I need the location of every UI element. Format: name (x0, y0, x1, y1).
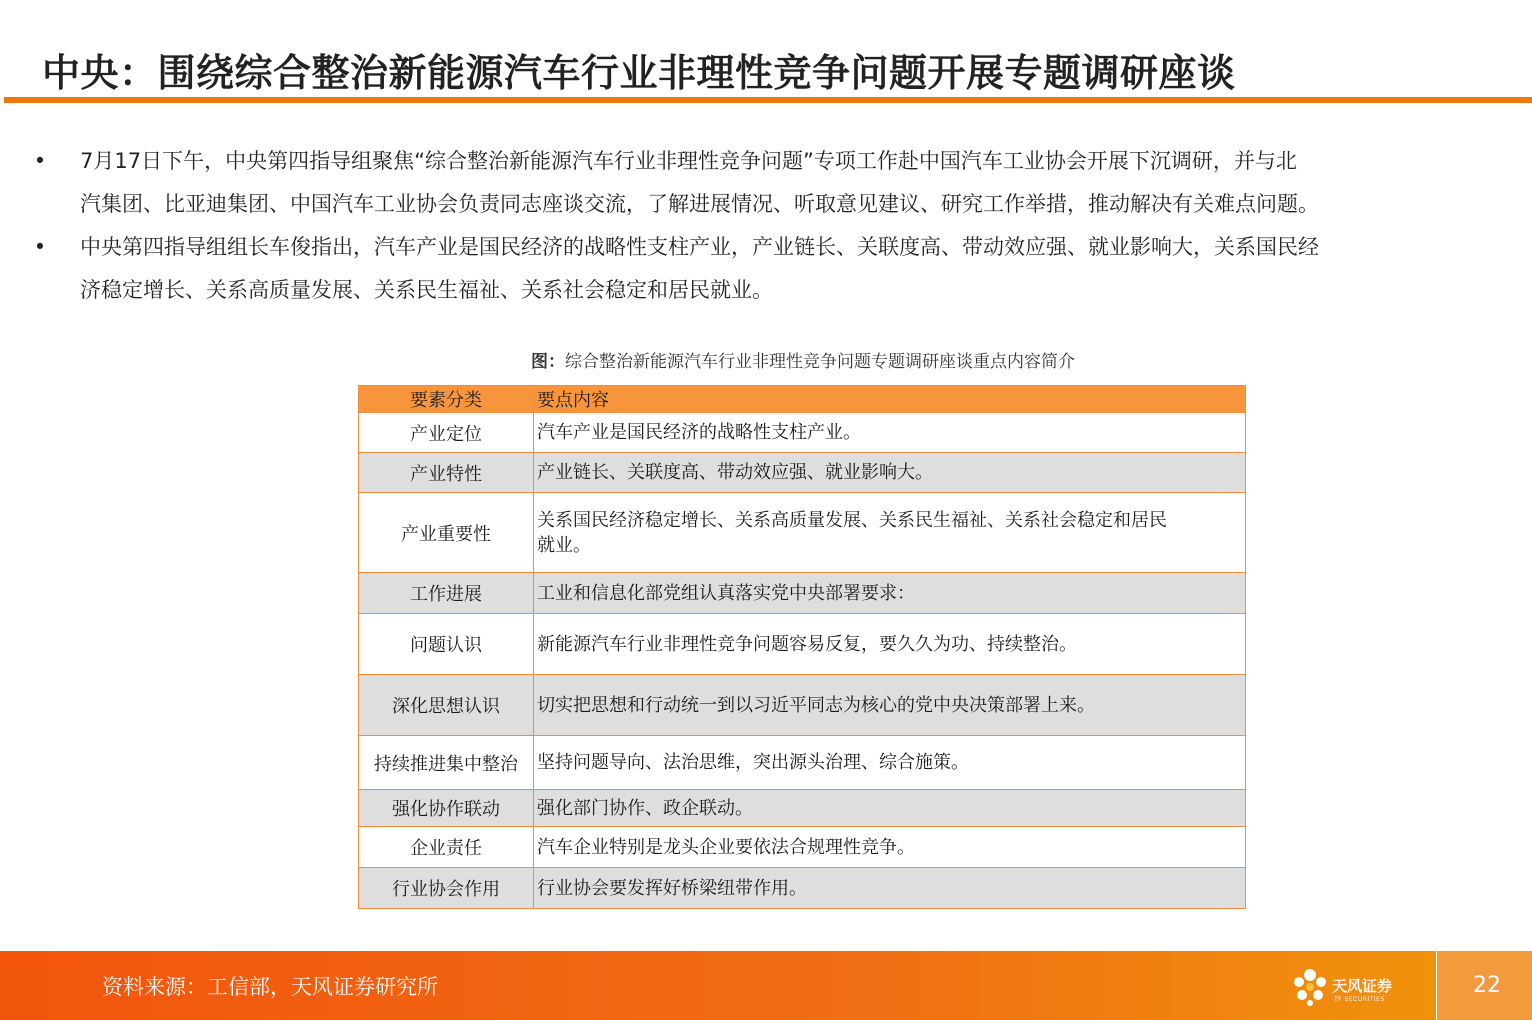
row-content-line: 切实把思想和行动统一到以习近平同志为核心的党中央决策部署上来。 (537, 694, 1095, 716)
header-content: 要点内容 (534, 386, 1246, 413)
row-category: 产业定位 (359, 413, 534, 453)
row-content-line: 关系国民经济稳定增长、关系高质量发展、关系民生福祉、关系社会稳定和居民 (537, 509, 1167, 531)
row-category: 产业特性 (359, 453, 534, 493)
page-number: 22 (1473, 973, 1501, 998)
row-content-line: 汽车产业是国民经济的战略性支柱产业。 (537, 422, 861, 443)
row-category: 持续推进集中整治 (359, 736, 534, 790)
figure-caption-text: 综合整治新能源汽车行业非理性竞争问题专题调研座谈重点内容简介 (565, 352, 1075, 372)
table-row (359, 573, 1246, 614)
table-row (359, 453, 1246, 493)
row-content (534, 868, 1246, 909)
figure-caption (360, 347, 1246, 372)
row-content-line: 行业协会要发挥好桥梁纽带作用。 (537, 877, 807, 899)
figure-caption-lead: 图： (531, 352, 565, 372)
row-content-line: 坚持问题导向、法治思维，突出源头治理、综合施策。 (537, 752, 969, 773)
table-row (359, 614, 1246, 675)
row-content-line: 强化部门协作、政企联动。 (537, 797, 753, 819)
key-points-table (358, 385, 1246, 909)
bullet-marker: • (33, 149, 47, 173)
table-row (359, 790, 1246, 827)
row-category: 深化思想认识 (359, 675, 534, 736)
bullet-line: 汽集团、比亚迪集团、中国汽车工业协会负责同志座谈交流，了解进展情况、听取意见建议、研究工作举措，推动解决有关难点问题。 (80, 192, 1319, 216)
row-content (534, 790, 1246, 827)
logo-text: 天风证券 (1332, 977, 1393, 995)
bullet-item (30, 226, 1510, 312)
row-content (534, 573, 1246, 614)
company-logo (1290, 965, 1410, 1009)
table-row (359, 868, 1246, 909)
table-row (359, 413, 1246, 453)
row-content (534, 413, 1246, 453)
bullet-item (30, 140, 1510, 226)
header-category: 要素分类 (359, 386, 534, 413)
row-content (534, 736, 1246, 790)
row-content-line: 工业和信息化部党组认真落实党中央部署要求： (537, 582, 915, 604)
flower-logo-icon (1290, 965, 1330, 1009)
row-content-line: 产业链长、关联度高、带动效应强、就业影响大。 (537, 462, 933, 483)
page-title: 中央：围绕综合整治新能源汽车行业非理性竞争问题开展专题调研座谈 (42, 51, 1236, 95)
row-category: 企业责任 (359, 827, 534, 868)
table-row (359, 675, 1246, 736)
row-content (534, 493, 1246, 573)
row-content (534, 675, 1246, 736)
row-category: 行业协会作用 (359, 868, 534, 909)
row-category: 问题认识 (359, 614, 534, 675)
table-row (359, 493, 1246, 573)
title-underline (4, 97, 1532, 103)
bullet-line: 济稳定增长、关系高质量发展、关系民生福祉、关系社会稳定和居民就业。 (80, 278, 773, 302)
row-content (534, 614, 1246, 675)
row-category: 产业重要性 (359, 493, 534, 573)
table-row (359, 736, 1246, 790)
logo-subtext: TF SECURITIES (1334, 996, 1385, 1003)
row-content-line: 新能源汽车行业非理性竞争问题容易反复，要久久为功、持续整治。 (537, 633, 1077, 655)
bullet-line: 7月17日下午，中央第四指导组聚焦“综合整治新能源汽车行业非理性竞争问题”专项工作赴中国汽车工业协会开展下沉调研，并与北 (80, 149, 1297, 173)
row-content-line: 汽车企业特别是龙头企业要依法合规理性竞争。 (537, 836, 915, 858)
source-note: 资料来源：工信部，天风证券研究所 (102, 975, 438, 999)
row-content (534, 827, 1246, 868)
bullet-marker: • (33, 235, 47, 259)
table-header-row (359, 386, 1246, 413)
table-row (359, 827, 1246, 868)
bullet-list (30, 140, 1510, 312)
row-category: 强化协作联动 (359, 790, 534, 827)
row-content (534, 453, 1246, 493)
bullet-line: 中央第四指导组组长车俊指出，汽车产业是国民经济的战略性支柱产业，产业链长、关联度高、带动效应强、就业影响大，关系国民经 (80, 235, 1319, 259)
row-content-line: 就业。 (537, 534, 591, 556)
row-category: 工作进展 (359, 573, 534, 614)
